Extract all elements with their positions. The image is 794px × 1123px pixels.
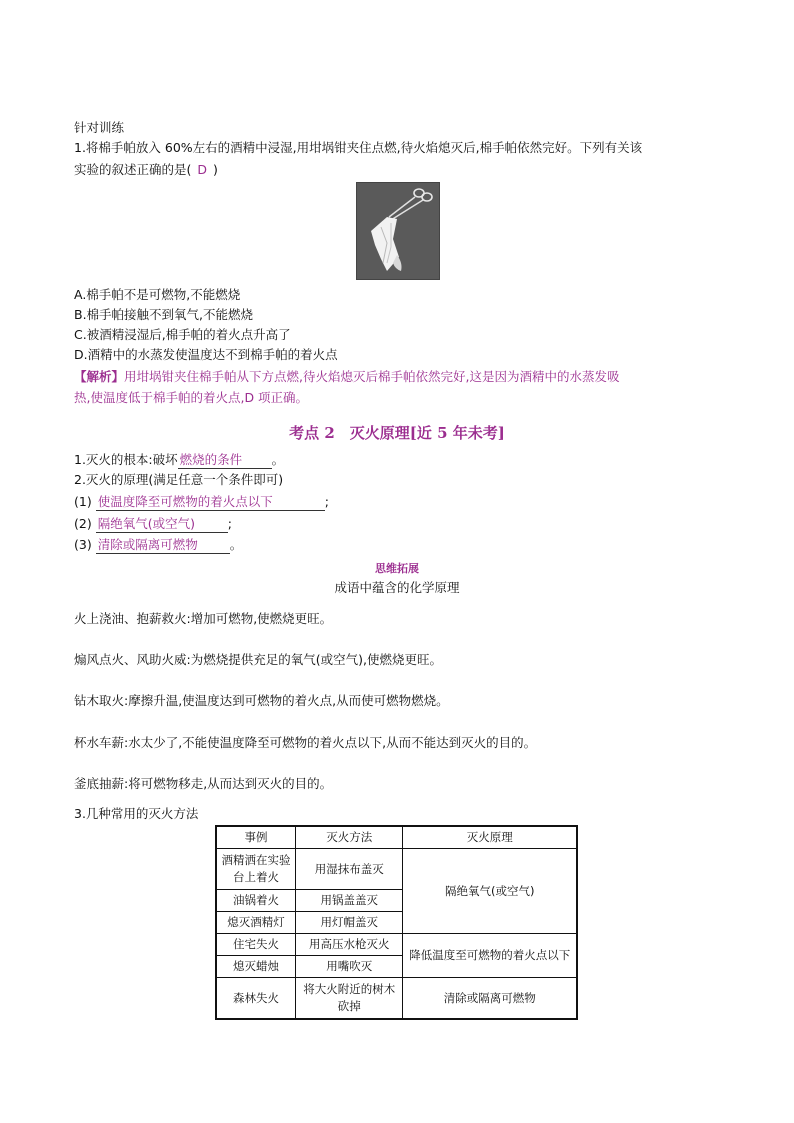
option-b: B.棉手帕接触不到氧气,不能燃烧: [74, 307, 254, 322]
example-cell: 森林失火: [216, 978, 296, 1020]
example-cell: 熄灭蜡烛: [216, 956, 296, 978]
example-cell: 油锅着火: [216, 890, 296, 912]
method-cell: 用锅盖盖灭: [296, 890, 403, 912]
principle-cell: 清除或隔离可燃物: [403, 978, 577, 1020]
item1-blank: 燃烧的条件: [178, 452, 272, 469]
table-header-row: [216, 826, 577, 849]
option-c: C.被酒精浸湿后,棉手帕的着火点升高了: [74, 327, 291, 342]
handkerchief-experiment-image: [356, 182, 440, 280]
fire-methods-table: [215, 825, 578, 1020]
sub2-suffix: ;: [227, 516, 232, 531]
principle-item1: [74, 452, 284, 469]
idiom-2: 煽风点火、风助火威:为燃烧提供充足的氧气(或空气),使燃烧更旺。: [74, 652, 442, 667]
expansion-title: 成语中蕴含的化学原理: [334, 580, 460, 595]
sub3-prefix: (3): [74, 537, 92, 552]
analysis-line1: [74, 369, 619, 385]
sub2-prefix: (2): [74, 516, 92, 531]
item1-prefix: 1.灭火的根本:破坏: [74, 452, 178, 467]
example-cell: 熄灭酒精灯: [216, 912, 296, 934]
principle-sub2: [74, 516, 232, 533]
sub3-blank: 清除或隔离可燃物: [96, 537, 230, 554]
expansion-tag: 思维拓展: [375, 562, 419, 575]
section-label: 针对训练: [74, 120, 125, 135]
analysis-line2: 热,使温度低于棉手帕的着火点,D 项正确。: [74, 390, 309, 405]
example-cell: 酒精洒在实验台上着火: [216, 849, 296, 890]
sub1-prefix: (1): [74, 494, 92, 509]
method-cell: 用湿抹布盖灭: [296, 849, 403, 890]
topic-heading: 考点 2 灭火原理[近 5 年未考]: [289, 424, 505, 442]
analysis-text1: 用坩埚钳夹住棉手帕从下方点燃,待火焰熄灭后棉手帕依然完好,这是因为酒精中的水蒸发吸: [124, 369, 620, 384]
table-row: [216, 934, 577, 956]
question-stem-line2: [74, 162, 218, 178]
method-cell: 用灯帽盖灭: [296, 912, 403, 934]
option-d: D.酒精中的水蒸发使温度达不到棉手帕的着火点: [74, 347, 338, 362]
header-example: 事例: [216, 826, 296, 849]
table-title: 3.几种常用的灭火方法: [74, 806, 199, 821]
idiom-3: 钻木取火:摩擦升温,使温度达到可燃物的着火点,从而使可燃物燃烧。: [74, 693, 449, 708]
sub1-suffix: ;: [324, 494, 329, 509]
idiom-5: 釜底抽薪:将可燃物移走,从而达到灭火的目的。: [74, 776, 333, 791]
question-stem-line1: 1.将棉手帕放入 60%左右的酒精中浸湿,用坩埚钳夹住点燃,待火焰熄灭后,棉手帕依然完好。下列有关该: [74, 140, 643, 155]
idiom-1: 火上浇油、抱薪救火:增加可燃物,使燃烧更旺。: [74, 611, 333, 626]
answer-choice: D: [197, 162, 208, 177]
method-cell: 用嘴吹灭: [296, 956, 403, 978]
principle-cell: 降低温度至可燃物的着火点以下: [403, 934, 577, 978]
sub2-blank: 隔绝氧气(或空气): [96, 516, 228, 533]
table-row: [216, 978, 577, 1020]
stem-prefix: 实验的叙述正确的是(: [74, 162, 192, 177]
tongs-handkerchief-illustration: [357, 183, 439, 279]
stem-suffix: ): [213, 162, 218, 177]
sub3-suffix: 。: [229, 537, 243, 552]
analysis-tag: 【解析】: [74, 369, 125, 384]
principle-sub3: [74, 537, 242, 554]
item1-suffix: 。: [271, 452, 285, 467]
table-row: [216, 849, 577, 890]
idiom-4: 杯水车薪:水太少了,不能使温度降至可燃物的着火点以下,从而不能达到灭火的目的。: [74, 735, 537, 750]
option-a: A.棉手帕不是可燃物,不能燃烧: [74, 287, 241, 302]
principle-cell: 隔绝氧气(或空气): [403, 849, 577, 934]
method-cell: 用高压水枪灭火: [296, 934, 403, 956]
example-cell: 住宅失火: [216, 934, 296, 956]
header-method: 灭火方法: [296, 826, 403, 849]
method-cell: 将大火附近的树木砍掉: [296, 978, 403, 1020]
sub1-blank: 使温度降至可燃物的着火点以下: [96, 494, 325, 511]
principle-item2: 2.灭火的原理(满足任意一个条件即可): [74, 472, 284, 487]
header-principle: 灭火原理: [403, 826, 577, 849]
principle-sub1: [74, 494, 329, 511]
